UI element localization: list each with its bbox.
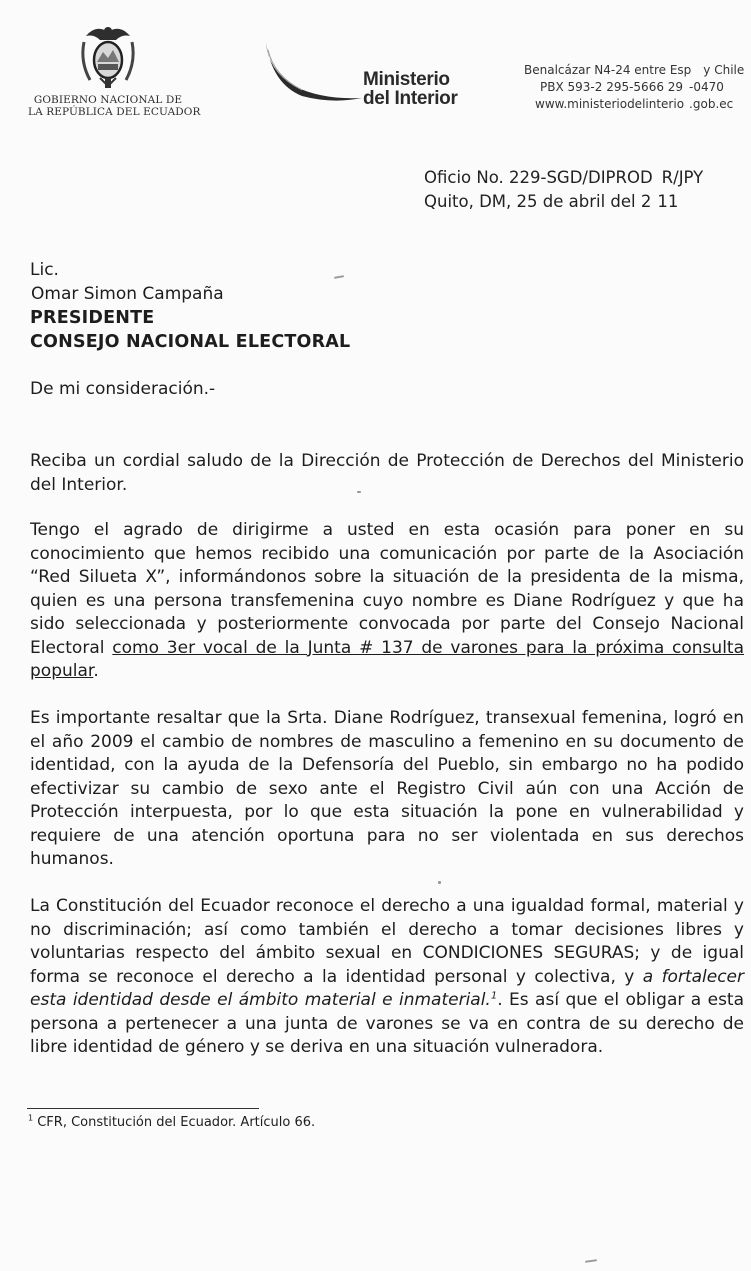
document-reference	[424, 166, 703, 214]
contact-phone-text: PBX 593-2 295-5666 29	[540, 80, 684, 94]
addressee-title: Lic.	[30, 260, 59, 280]
oficio-number-end: R/JPY	[661, 168, 704, 187]
addressee-name: Omar Simon Campaña	[31, 284, 224, 304]
contact-phone	[522, 79, 742, 96]
paragraph-2	[30, 519, 744, 684]
scan-speck	[357, 491, 361, 493]
oficio-number-text: Oficio No. 229-SGD/DIPROD	[424, 168, 653, 187]
contact-address-text: Benalcázar N4-24 entre Esp	[524, 63, 692, 77]
ministry-name	[363, 70, 458, 108]
paragraph-3: Es importante resaltar que la Srta. Diane Rodríguez, transexual femenina, logró en el año 2009 el cambio de nombres de masculino a femenino en su documento de identidad, con la ayuda de la Defensoría del Pueblo, sin embargo no ha podido efectivizar su cambio de sexo ante el Registro Civil aún con una Acción de Protección interpuesta, por lo que esta situación la pone en vulnerabilidad y requiere de una atención oportuna para no ser violentada en sus derechos humanos.	[30, 708, 744, 869]
footnote	[28, 1114, 315, 1132]
footnote-reference: 1	[490, 990, 498, 1002]
paragraph-2-end: .	[93, 661, 99, 681]
footnote-text: CFR, Constitución del Ecuador. Artículo 66.	[33, 1115, 316, 1130]
paragraph-4-end: . Es así que el obligar a esta persona a pertenecer a una junta de varones se va en contra de su derecho de libre identidad de género y se deriva en una situación vulneradora.	[30, 990, 745, 1057]
document-date-text: Quito, DM, 25 de abril del 2	[424, 192, 652, 211]
contact-website-text: www.ministeriodelinterio	[535, 97, 685, 111]
document-date	[424, 190, 703, 214]
contact-address-end: y Chile	[703, 63, 745, 77]
contact-address	[522, 62, 745, 79]
government-name-line2: LA REPÚBLICA DEL ECUADOR	[28, 106, 201, 118]
addressee-position: PRESIDENTE	[30, 308, 155, 328]
government-header	[28, 22, 201, 118]
greeting: De mi consideración.-	[30, 379, 216, 399]
ministry-name-line2: del Interior	[363, 88, 458, 109]
addressee-block	[30, 258, 350, 354]
contact-phone-end: -0470	[689, 80, 724, 94]
paragraph-4-italic: a fortalecer esta identidad desde el ámbito material e inmaterial.	[30, 966, 744, 1010]
paragraph-2-underlined: como 3er vocal de la Junta # 137 de varones para la próxima consulta popular	[30, 637, 744, 681]
government-name-line1: GOBIERNO NACIONAL DE	[33, 94, 183, 106]
paragraph-4-text: La Constitución del Ecuador reconoce el derecho a una igualdad formal, material y no discriminación; así como también el derecho a tomar decisiones libres y voluntarias respecto del ámbito sexual en CONDICIONES SEGURAS; y de igual forma se reconoce el derecho a la identidad personal y colectiva, y	[30, 896, 744, 987]
paragraph-2-text: Tengo el agrado de dirigirme a usted en esta ocasión para poner en su conocimiento que hemos recibido una comunicación por parte de la Asociación “Red Silueta X”, informándonos sobre la situación de la presidenta de la misma, quien es una persona transfemenina cuyo nombre es Diane Rodríguez y que ha sido seleccionada y posteriormente convocada por parte del Consejo Nacional Electoral	[30, 520, 744, 658]
contact-website-end: .gob.ec	[689, 97, 734, 111]
scan-speck	[585, 1259, 597, 1263]
ministry-contact	[522, 62, 745, 113]
oficio-number	[424, 166, 703, 190]
ministry-name-line1: Ministerio	[363, 69, 450, 90]
paragraph-4	[30, 895, 744, 1060]
paragraph-1: Reciba un cordial saludo de la Dirección de Protección de Derechos del Ministerio del Interior.	[30, 451, 744, 495]
document-date-end: 11	[657, 192, 679, 211]
footnote-marker: 1	[28, 1113, 34, 1123]
scan-speck	[438, 881, 441, 884]
contact-website	[522, 96, 742, 113]
addressee-organization: CONSEJO NACIONAL ELECTORAL	[30, 332, 351, 352]
footnote-divider	[27, 1108, 259, 1109]
government-name	[28, 94, 201, 118]
coat-of-arms-icon	[78, 22, 138, 90]
